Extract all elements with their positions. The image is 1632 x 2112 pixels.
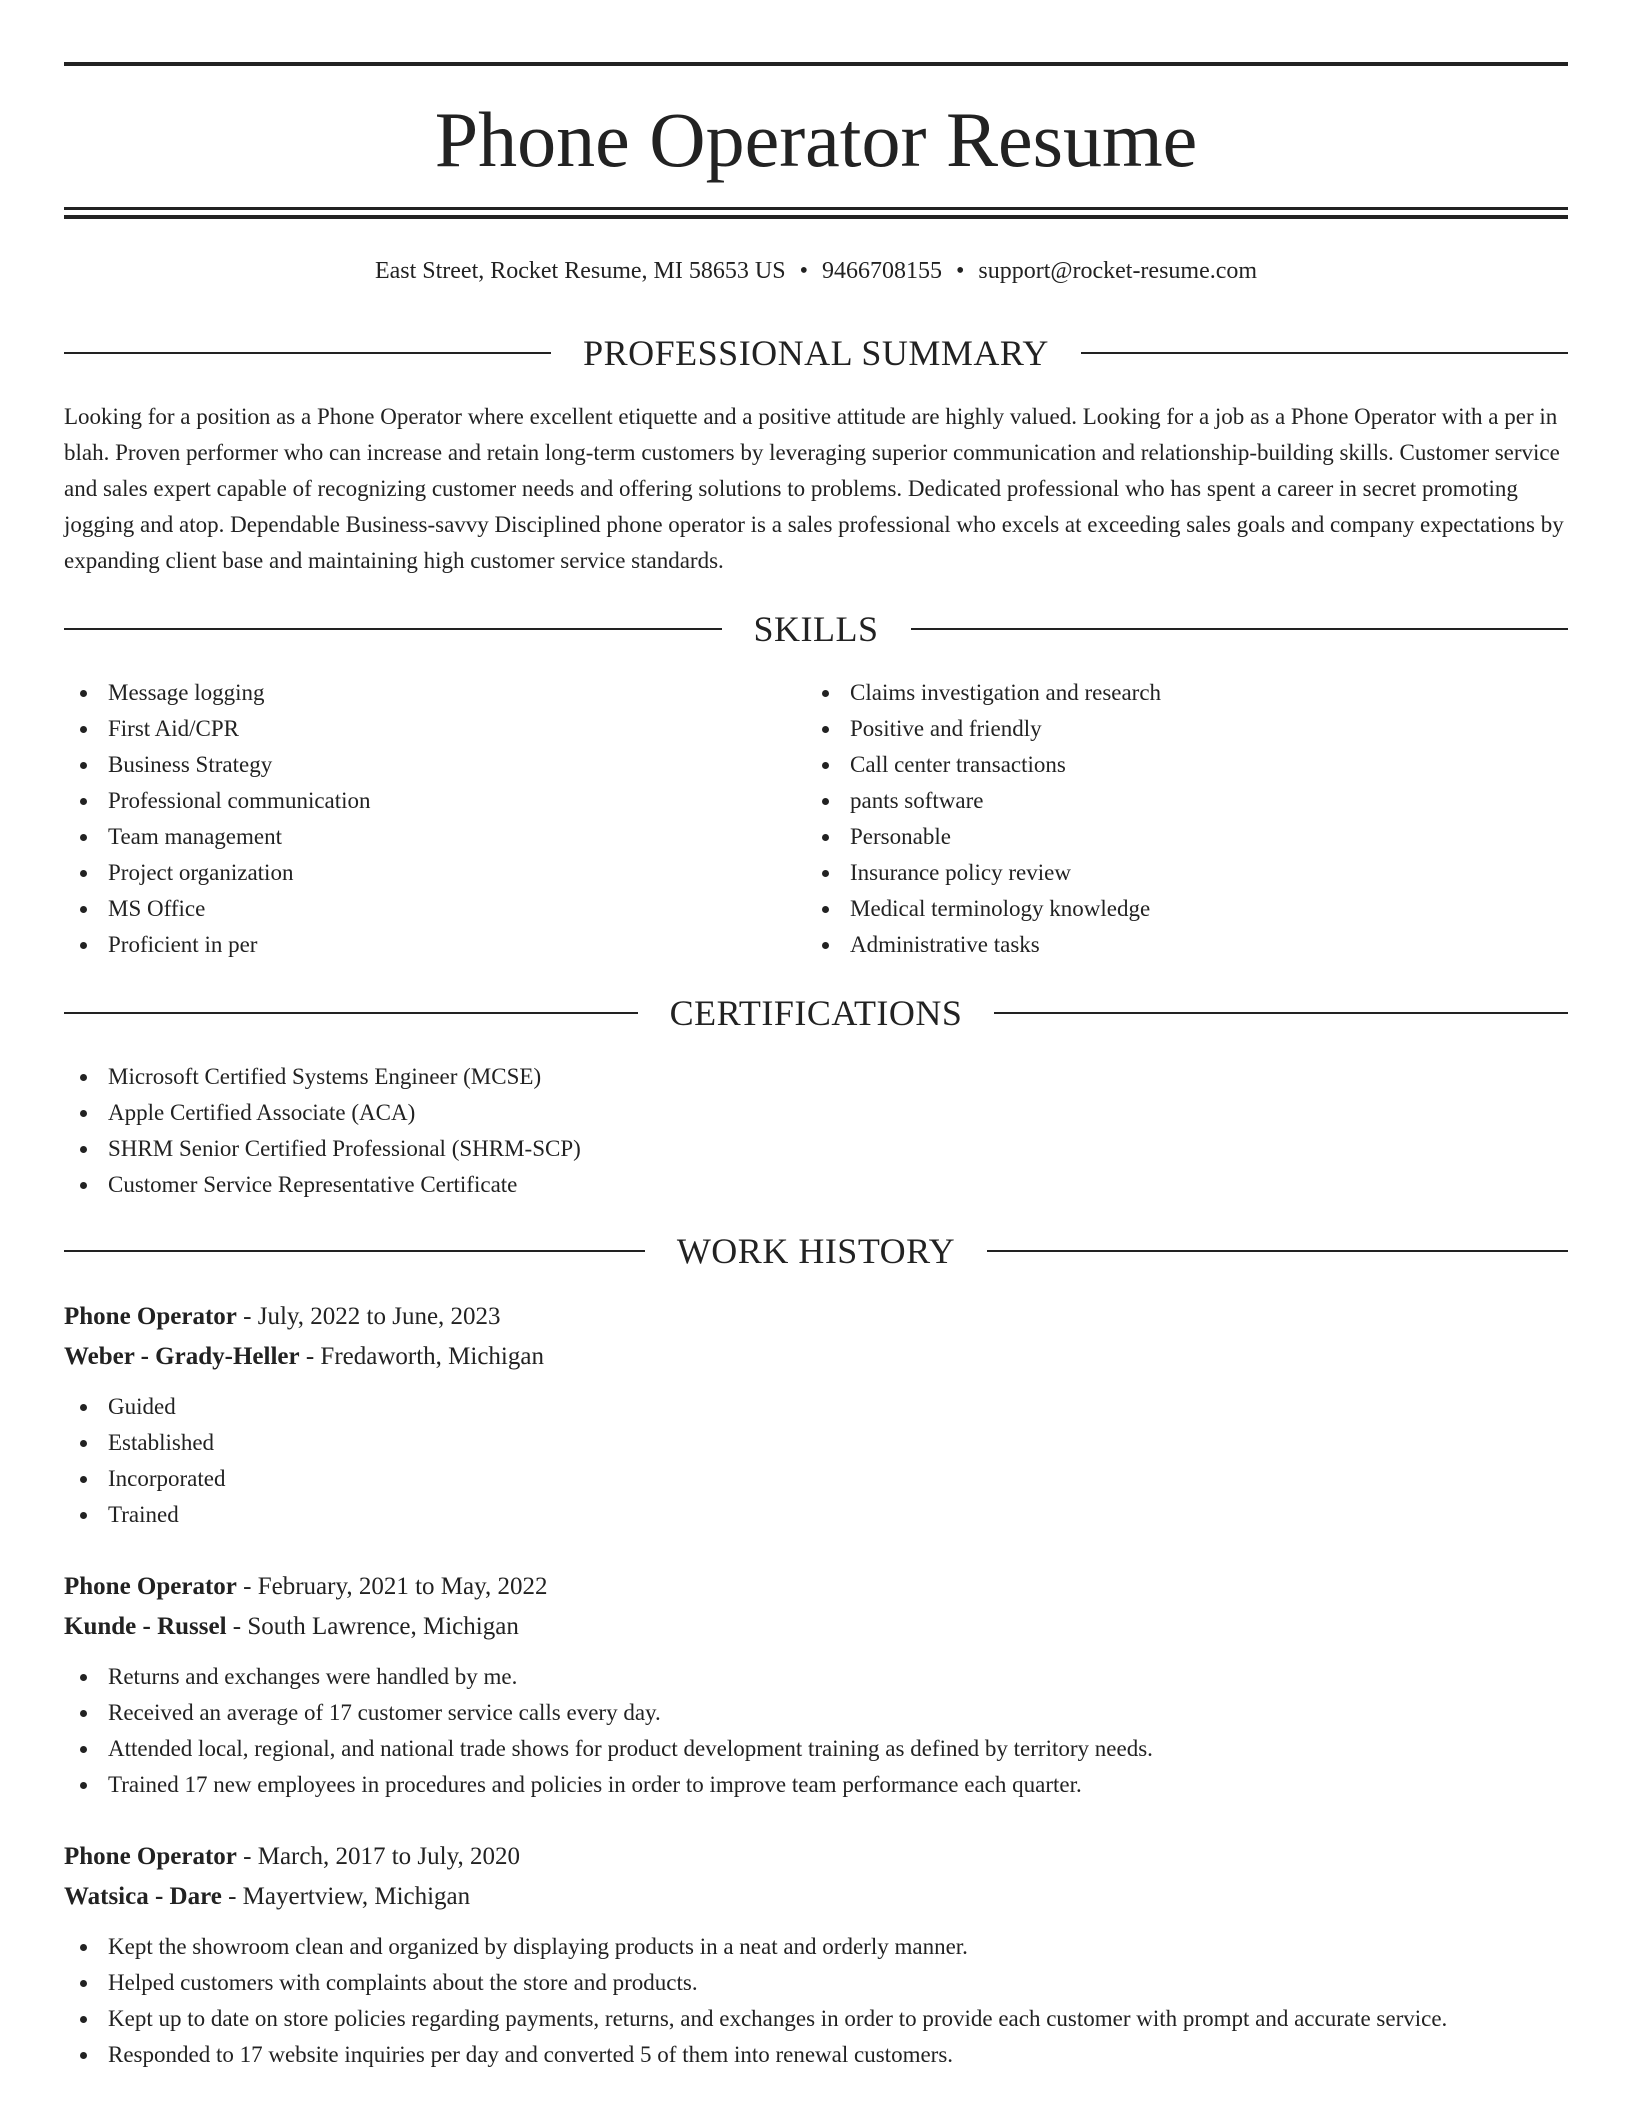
divider (64, 1012, 638, 1014)
skill-item: Message logging (64, 675, 764, 711)
job-bullets (64, 1659, 1568, 1803)
skill-item: Positive and friendly (806, 711, 1566, 747)
certifications-list (64, 1059, 1568, 1203)
skills-list-left (64, 675, 764, 963)
top-rule (64, 62, 1568, 66)
job-company: Kunde - Russel (64, 1613, 227, 1640)
job-bullet: Attended local, regional, and national trade shows for product development training as defined by territory needs. (64, 1731, 1568, 1767)
job-bullet: Responded to 17 website inquiries per day and converted 5 of them into renewal customers. (64, 2037, 1568, 2073)
divider (994, 1012, 1568, 1014)
job-entry (64, 1837, 1568, 2073)
contact-line (64, 253, 1568, 289)
divider (987, 1250, 1568, 1252)
divider (1081, 352, 1568, 354)
certification-item: Microsoft Certified Systems Engineer (MCSE) (64, 1059, 1568, 1095)
skill-item: Professional communication (64, 783, 764, 819)
job-bullet: Received an average of 17 customer service calls every day. (64, 1695, 1568, 1731)
job-bullet: Kept the showroom clean and organized by displaying products in a neat and orderly manner. (64, 1929, 1568, 1965)
job-company-line (64, 1337, 1568, 1377)
contact-address: East Street, Rocket Resume, MI 58653 US (374, 258, 786, 284)
section-heading-work-history (64, 1231, 1568, 1271)
job-entry (64, 1297, 1568, 1533)
job-bullet: Guided (64, 1389, 1568, 1425)
skill-item: pants software (806, 783, 1566, 819)
page-title: Phone Operator Resume (434, 96, 1198, 183)
job-bullets (64, 1389, 1568, 1533)
job-title: Phone Operator (64, 1303, 237, 1330)
skill-item: Personable (806, 819, 1566, 855)
skill-item: Proficient in per (64, 927, 764, 963)
contact-separator: • (799, 258, 808, 284)
job-title-line (64, 1297, 1568, 1337)
contact-separator: • (955, 258, 965, 284)
section-title: SKILLS (753, 609, 879, 649)
certification-item: Customer Service Representative Certificate (64, 1167, 1568, 1203)
skill-item: Claims investigation and research (806, 675, 1566, 711)
job-bullet: Helped customers with complaints about the store and products. (64, 1965, 1568, 2001)
job-company-line (64, 1877, 1568, 1917)
job-company-line (64, 1607, 1568, 1647)
title-rule-upper (64, 207, 1568, 210)
job-company: Weber - Grady-Heller (64, 1343, 300, 1370)
skills-list-right (806, 675, 1566, 963)
job-bullet: Trained (64, 1497, 1568, 1533)
title-rule-lower (64, 215, 1568, 219)
skill-item: Medical terminology knowledge (806, 891, 1566, 927)
job-company: Watsica - Dare (64, 1883, 222, 1910)
skill-item: Project organization (64, 855, 764, 891)
job-location: - South Lawrence, Michigan (226, 1613, 519, 1640)
job-title-line (64, 1837, 1568, 1877)
job-bullet: Trained 17 new employees in procedures and policies in order to improve team performance each quarter. (64, 1767, 1568, 1803)
certification-item: Apple Certified Associate (ACA) (64, 1095, 1568, 1131)
skill-item: Business Strategy (64, 747, 764, 783)
job-dates: - March, 2017 to July, 2020 (236, 1843, 520, 1870)
job-entry (64, 1567, 1568, 1803)
skill-item: Call center transactions (806, 747, 1566, 783)
job-title: Phone Operator (64, 1843, 237, 1870)
section-heading-certifications (64, 993, 1568, 1033)
section-title: CERTIFICATIONS (669, 993, 963, 1033)
job-dates: - July, 2022 to June, 2023 (236, 1303, 501, 1330)
contact-email: support@rocket-resume.com (978, 258, 1258, 284)
job-bullet: Returns and exchanges were handled by me. (64, 1659, 1568, 1695)
job-dates: - February, 2021 to May, 2022 (236, 1573, 548, 1600)
contact-phone: 9466708155 (821, 258, 942, 284)
job-bullet: Kept up to date on store policies regarding payments, returns, and exchanges in order to provide each customer with prompt and accurate service. (64, 2001, 1568, 2037)
job-title: Phone Operator (64, 1573, 237, 1600)
section-title: PROFESSIONAL SUMMARY (583, 333, 1049, 373)
divider (64, 1250, 645, 1252)
section-title: WORK HISTORY (676, 1231, 956, 1271)
job-location: - Mayertview, Michigan (221, 1883, 471, 1910)
job-bullet: Established (64, 1425, 1568, 1461)
divider (64, 628, 722, 630)
section-heading-skills (64, 609, 1568, 649)
skill-item: Administrative tasks (806, 927, 1566, 963)
job-bullets (64, 1929, 1568, 2073)
job-bullet: Incorporated (64, 1461, 1568, 1497)
divider (911, 628, 1569, 630)
divider (64, 352, 551, 354)
section-heading-summary (64, 333, 1568, 373)
skill-item: Team management (64, 819, 764, 855)
summary-paragraph: Looking for a position as a Phone Operator where excellent etiquette and a positive attitude are highly valued. Looking for a job as a Phone Operator with a per in blah. Proven performer who can increase and retain long-term customers by leveraging superior communication and relationship-building skills. Customer service and sales expert capable of recognizing customer needs and offering solutions to problems. Dedicated professional who has spent a career in secret promoting jogging and atop. Dependable Business-savvy Disciplined phone operator is a sales professional who excels at exceeding sales goals and company expectations by expanding client base and maintaining high customer service standards. (64, 404, 1564, 573)
skill-item: Insurance policy review (806, 855, 1566, 891)
skill-item: First Aid/CPR (64, 711, 764, 747)
skill-item: MS Office (64, 891, 764, 927)
job-location: - Fredaworth, Michigan (299, 1343, 544, 1370)
certification-item: SHRM Senior Certified Professional (SHRM-SCP) (64, 1131, 1568, 1167)
job-title-line (64, 1567, 1568, 1607)
